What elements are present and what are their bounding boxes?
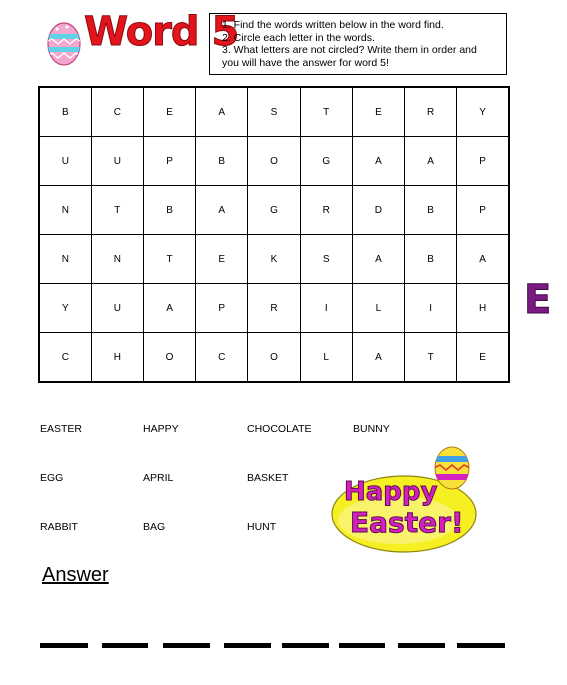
grid-cell[interactable]: C: [91, 87, 143, 137]
grid-cell[interactable]: A: [352, 333, 404, 383]
grid-cell[interactable]: T: [405, 333, 457, 383]
grid-cell[interactable]: A: [352, 235, 404, 284]
word-list-item: HUNT: [247, 521, 277, 533]
answer-blank[interactable]: [102, 643, 148, 648]
grid-cell[interactable]: B: [405, 235, 457, 284]
word-list-item: EASTER: [40, 423, 83, 435]
grid-cell[interactable]: D: [352, 186, 404, 235]
grid-cell[interactable]: S: [248, 87, 300, 137]
grid-cell[interactable]: O: [248, 137, 300, 186]
answer-blank[interactable]: [282, 643, 329, 648]
page-title: Word 5: [84, 9, 239, 55]
grid-row: [39, 186, 509, 235]
grid-cell[interactable]: I: [405, 284, 457, 333]
badge-text-line1: Happy: [344, 477, 438, 507]
grid-cell[interactable]: T: [91, 186, 143, 235]
grid-cell[interactable]: O: [248, 333, 300, 383]
word-list-item: BAG: [143, 521, 166, 533]
grid-cell[interactable]: H: [91, 333, 143, 383]
grid-cell[interactable]: Y: [457, 87, 509, 137]
instruction-3-continued: you will have the answer for word 5!: [222, 56, 389, 69]
grid-cell[interactable]: P: [457, 186, 509, 235]
grid-row: [39, 333, 509, 383]
grid-cell[interactable]: L: [352, 284, 404, 333]
word-list-item: BASKET: [247, 472, 289, 484]
grid-cell[interactable]: K: [248, 235, 300, 284]
grid-cell[interactable]: U: [39, 137, 91, 186]
word-list-item: CHOCOLATE: [247, 423, 312, 435]
grid-cell[interactable]: A: [352, 137, 404, 186]
grid-cell[interactable]: E: [352, 87, 404, 137]
answer-blank[interactable]: [224, 643, 271, 648]
word-list-item: HAPPY: [143, 423, 179, 435]
grid-cell[interactable]: L: [300, 333, 352, 383]
grid-cell[interactable]: O: [143, 333, 195, 383]
side-letter: E: [524, 277, 552, 323]
grid-cell[interactable]: P: [196, 284, 248, 333]
grid-cell[interactable]: R: [248, 284, 300, 333]
word-list-item: BUNNY: [353, 423, 390, 435]
answer-blank[interactable]: [40, 643, 88, 648]
grid-row: [39, 137, 509, 186]
grid-row: [39, 87, 509, 137]
word-search-grid: [38, 86, 510, 383]
grid-cell[interactable]: T: [143, 235, 195, 284]
grid-cell[interactable]: E: [457, 333, 509, 383]
grid-cell[interactable]: I: [300, 284, 352, 333]
word-list-item: APRIL: [143, 472, 174, 484]
grid-cell[interactable]: T: [300, 87, 352, 137]
instruction-3: 3. What letters are not circled? Write them in order and: [222, 44, 477, 56]
grid-cell[interactable]: G: [248, 186, 300, 235]
grid-cell[interactable]: R: [405, 87, 457, 137]
grid-cell[interactable]: C: [39, 333, 91, 383]
instruction-2: 2. Circle each letter in the words.: [222, 31, 375, 44]
grid-cell[interactable]: N: [39, 235, 91, 284]
answer-blank[interactable]: [163, 643, 210, 648]
answer-blank[interactable]: [339, 643, 385, 648]
grid-cell[interactable]: G: [300, 137, 352, 186]
grid-cell[interactable]: E: [143, 87, 195, 137]
grid-cell[interactable]: A: [405, 137, 457, 186]
badge-text-line2: Easter!: [350, 506, 464, 539]
happy-easter-badge: [330, 444, 480, 556]
grid-cell[interactable]: B: [405, 186, 457, 235]
grid-cell[interactable]: C: [196, 333, 248, 383]
instruction-1: 1. Find the words written below in the word find.: [222, 19, 444, 31]
grid-cell[interactable]: A: [196, 186, 248, 235]
grid-row: [39, 284, 509, 333]
grid-row: [39, 235, 509, 284]
grid-cell[interactable]: N: [91, 235, 143, 284]
grid-cell[interactable]: E: [196, 235, 248, 284]
grid-cell[interactable]: B: [143, 186, 195, 235]
grid-cell[interactable]: B: [39, 87, 91, 137]
grid-cell[interactable]: A: [196, 87, 248, 137]
grid-cell[interactable]: U: [91, 284, 143, 333]
grid-cell[interactable]: N: [39, 186, 91, 235]
word-list-item: RABBIT: [40, 521, 78, 533]
easter-egg-icon: [46, 20, 82, 66]
grid-cell[interactable]: A: [457, 235, 509, 284]
instructions-box: [209, 13, 507, 75]
grid-cell[interactable]: P: [457, 137, 509, 186]
grid-cell[interactable]: A: [143, 284, 195, 333]
answer-blank[interactable]: [398, 643, 445, 648]
answer-label: Answer: [42, 564, 109, 586]
answer-blank[interactable]: [457, 643, 505, 648]
word-list-item: EGG: [40, 472, 64, 484]
grid-cell[interactable]: Y: [39, 284, 91, 333]
grid-cell[interactable]: U: [91, 137, 143, 186]
grid-cell[interactable]: P: [143, 137, 195, 186]
grid-cell[interactable]: R: [300, 186, 352, 235]
grid-cell[interactable]: B: [196, 137, 248, 186]
grid-cell[interactable]: S: [300, 235, 352, 284]
grid-cell[interactable]: H: [457, 284, 509, 333]
